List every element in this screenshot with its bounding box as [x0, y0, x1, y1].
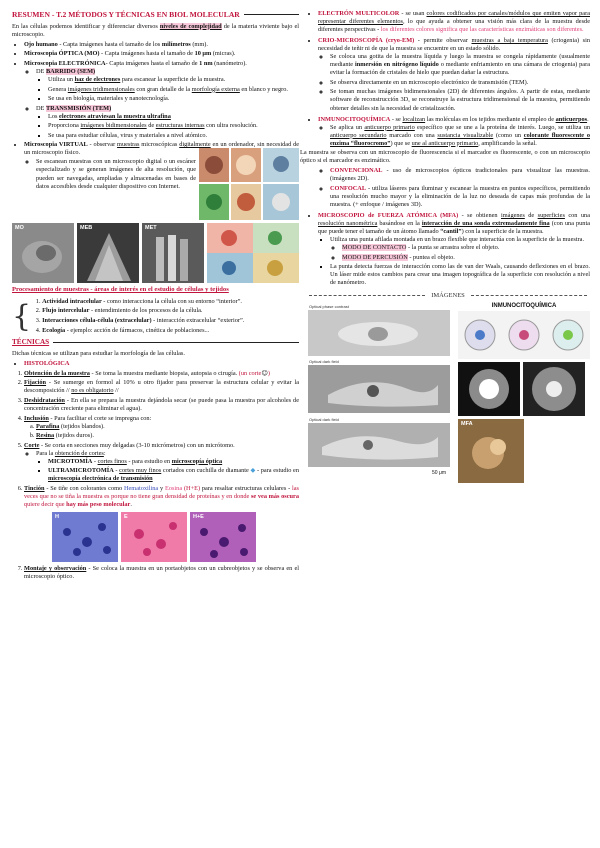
inmuno-modes — [306, 167, 590, 209]
tem-point: ▪ Se usa para estudiar células, virus y materiales a nivel atómico. — [48, 132, 299, 140]
stain-images — [52, 512, 299, 562]
virtual-point: ◦ Se escanean muestras con un microscopio digital o un escáner especializado y se generan imágenes de alta resolución, que pueden ser navegadas, ampliadas y almacenadas en bases de datos accesibles desde cualquier dispositivo con Internet. — [36, 158, 196, 190]
inmuno-image-title: INMUNOCITOQUÍMICA — [491, 302, 557, 309]
tecnicas-intro: Dichas técnicas se utilizan para estudiar la morfología de las células. — [12, 350, 185, 358]
step-5: 5. Corte - Se corta en secciones muy delgadas (3-10 micrómetros) con un micrótomo. ◦ Para la obtención de cortes: ▪ MICROTOMÍA - cortes finos - para estudio en microscopía óptica ▪ ULTRAMICROTOMÍA - cortes muy finos cortados con cuchilla de diamante ◆ - para estudio en microscopía electrónica de transmisión — [24, 442, 299, 484]
histologica-list — [12, 360, 299, 368]
fluorescence-image-2 — [523, 362, 585, 416]
area-item: 4. Ecología - ejemplo: acción de fármacos, cinética de poblaciones... — [42, 327, 244, 335]
cryo-point: ◦ Se toman muchas imágenes bidimensionales (2D) de diferentes ángulos. A partir de estas, mediante software de reconstrucción 3D, se reconstruye la estructura tridimensional de la muestra, permitiendo obtener detalles sin la necesidad de cristalización. — [330, 88, 590, 112]
processing-title-row — [12, 286, 299, 294]
right-column — [300, 10, 590, 483]
virtual-micrograph-collage — [199, 148, 299, 220]
scale-label: 50 μm — [432, 469, 446, 476]
inclusion-resin: b. Resina (tejidos duros). — [36, 432, 299, 440]
caption-dark-2: Optical dark field — [309, 416, 339, 422]
inclusion-paraffin: a. Parafina (tejidos blandos). — [36, 423, 299, 431]
cryo-point: ◦ Se coloca una gotita de la muestra líquida y luego la muestra se congela rápidamente (usualmente mediante inmersión en nitrógeno líquido o mediante enfriamiento en una cámara de criogenia) para evitar la formación de cristales de hielo que puedan dañar la estructura. — [330, 53, 590, 77]
caption-dark-1: Optical dark field — [309, 358, 339, 364]
afm-item: • MICROSCOPIO de FUERZA ATÓMICA (MFA) - se obtienen imágenes de superficies con una resolución nanométrica basándose en la interacción de una sonda extremadamente fina (con una punta que puede tener el tamaño de un átomo llamado “cantil”) con la superficie de la muestra. ▪ Utiliza una punta afilada montada en un brazo flexible que interactúa con la superficie de la muestra. ◦ MODO DE CONTACTO - la punta se arrastra sobre el objeto. ◦ MODO DE PERCUSIÓN - puntea el objeto. ▪ La punta detecta fuerzas de interacción como las de van der Waals, causando deflexiones en el brazo. Un láser mide estos cambios para crear una imagen topográfica de la superficie con resolución a nivel de nanómetro. — [318, 212, 590, 287]
cell-microscopy-panel — [306, 303, 452, 481]
techniques-list-2 — [306, 10, 590, 148]
doc-title: RESUMEN - T.2 MÉTODOS Y TÉCNICAS EN BIOL MOLECULAR — [12, 10, 240, 19]
diamond-icon: ◆ — [250, 467, 256, 475]
intro-paragraph: En las células podemos identificar y diferenciar diversos niveles de complejidad de la materia viviente bajo el microscopio. — [12, 22, 299, 38]
contact-mode: ◦ MODO DE CONTACTO - la punta se arrastra sobre el objeto. — [342, 244, 590, 252]
images-divider — [306, 292, 590, 300]
inmuno-point: ◦ Se aplica un anticuerpo primario específico que se une a la proteína de interés. Luego, se utiliza un anticuerpo secundario marcado con una sustancia visualizable (como un colorante fluorescente o enzima “fluorocromo”) que se une al anticuerpo primario, amplificando la señal. — [330, 124, 590, 148]
doc-title-row — [12, 10, 299, 20]
cryo-point: ◦ Se observa directamente en un microscopio electrónico de transmisión (TEM). — [330, 79, 590, 87]
meb-image: MEB — [77, 223, 139, 283]
eye-item: • Ojo humano - Capta imágenes hasta el tamaño de los milímetros (mm). — [24, 41, 299, 49]
mo-image: MO — [12, 223, 74, 283]
cell-image-3 — [308, 423, 450, 467]
fluorescence-image-1 — [458, 362, 520, 416]
electronic-item: • Microscopia ELECTRÓNICA- Capta imágenes hasta el tamaño de 1 nm (nanómetro). ◦ DE BARRIDO (SEM) ▪ Utiliza un haz de electrones para escanear la superficie de la muestra. ▪ Genera imágenes tridimensionales con gran detalle de la morfología externa en blanco y negro. ▪ Se usa en biología, materiales y nanotecnología. ◦ DE TRANSMISIÓN (TEM) ▪ Los electrones atraviesan la muestra ultrafina ▪ Proporciona imágenes bidimensionales de estructuras internas con ultra resolución. ▪ Se usa para estudiar células, virus y materiales a nivel atómico. — [24, 60, 299, 140]
cell-image-1 — [308, 310, 450, 356]
afm-point: ▪ La punta detecta fuerzas de interacción como las de van der Waals, causando deflexiones en el brazo. Un láser mide estos cambios para crear una imagen topográfica de la superficie con resolución a nivel de nanómetro. — [330, 263, 590, 287]
step-2: 2. Fijación - Se sumerge en formol al 10% u otro fijador para preservar la estructura celular y evitar la descomposición // no es obligatorio // — [24, 379, 299, 395]
histology-steps-cont — [12, 565, 299, 581]
step-6: 6. Tinción - Se tiñe con colorantes como Hematoxilina y Eosina (H+E) para resaltar estructuras celulares - las veces que no se tiña la muestra es porque no tiene gran densidad de proteínas y en donde se vea más oscura quiere decir que hay más peso molecular. — [24, 485, 299, 509]
virtual-item: • Microscopia VIRTUAL - observar muestras microscópicas digitalmente en un ordenador, sin necesidad de un microscopio físico. ◦ Se escanean muestras con un microscopio digital o un escáner especializado y se generan imágenes de alta resolución, que pueden ser navegadas, ampliadas y almacenadas en bases de datos accesibles desde cualquier dispositivo con Internet. — [24, 141, 299, 220]
ultramicrotomy-item: ▪ ULTRAMICROTOMÍA - cortes muy finos cortados con cuchilla de diamante ◆ - para estudio en microscopía electrónica de transmisión — [48, 467, 299, 483]
sem-point: ▪ Utiliza un haz de electrones para escanear la superficie de la muestra. — [48, 76, 299, 84]
areas-list — [32, 298, 244, 336]
tem-point: ▪ Proporciona imágenes bidimensionales de estructuras internas con ultra resolución. — [48, 122, 299, 130]
tecnicas-title: TÉCNICAS — [12, 338, 50, 347]
caption-phase: Optical phase contrast — [309, 303, 349, 309]
images-header: IMÁGENES — [431, 291, 465, 299]
step-1: 1. Obtención de la muestra - Se toma la muestra mediante biopsia, autopsia o cirugía. (un corte☺) — [24, 370, 299, 378]
eosin-image: E — [121, 512, 187, 562]
step-3: 3. Deshidratación - En ella se prepara la muestra dejándola secar (se puede pasa la muestra por alcoholes de concentración creciente para eliminar el agua). — [24, 397, 299, 413]
multicolor-item: • ELECTRÓN MULTICOLOR - se usan colores codificados por canales/módulos que emiten vapor para representar diferentes elementos, lo que ayuda a obtener una visión más clara de la muestra desde diferentes perspectivas - los diferentes colores significa que las características enzimáticas son diferentes. — [318, 10, 590, 34]
convencional-item: ◦ CONVENCIONAL - uso de microscopios ópticos tradicionales para visualizar las muestras. (imágenes 2D). — [330, 167, 590, 183]
histologica-item: • HISTOLÓGICA — [24, 360, 299, 368]
cryo-item: • CRIO-MICROSCOPÍA (cryo-EM) - permite observar muestras a baja temperatura (criogenia) sin necesidad de teñir ni de que la muestra se encuentre en un estado sólido. ◦ Se coloca una gotita de la muestra líquida y luego la muestra se congela rápidamente (usualmente mediante inmersión en nitrógeno líquido o mediante enfriamiento en una cámara de criogenia) para evitar la formación de cristales de hielo que puedan dañar la estructura. ◦ Se observa directamente en un microscopio electrónico de transmisión (TEM). ◦ Se toman muchas imágenes bidimensionales (2D) de diferentes ángulos. A partir de estas, mediante software de reconstrucción 3D, se reconstruye la estructura tridimensional de la muestra, permitiendo obtener detalles sin la necesidad de cristalización. — [318, 37, 590, 112]
histology-steps — [12, 370, 299, 509]
area-item: 2. Flujo intercelular - entendimiento de los procesos de la célula. — [42, 307, 244, 315]
he-image: H+E — [190, 512, 256, 562]
inmuno-image-panel — [458, 303, 590, 484]
tem-item: ◦ DE TRANSMISIÓN (TEM) ▪ Los electrones atraviesan la muestra ultrafina ▪ Proporciona imágenes bidimensionales de estructuras internas con ultra resolución. ▪ Se usa para estudiar células, virus y materiales a nivel atómico. — [36, 105, 299, 140]
area-item: 3. Interacciones célula-célula (extracelular) - interacción extracelular “exterior”. — [42, 317, 244, 325]
microscope-image-row — [12, 223, 299, 283]
met-image: MET — [142, 223, 204, 283]
cell-image-2 — [308, 365, 450, 413]
microscopy-list — [12, 41, 299, 221]
electronic-sublist — [24, 68, 299, 140]
tecnicas-title-row — [12, 338, 299, 347]
images-block — [306, 303, 590, 484]
inmuno-item: • INMUNOCITOQUÍMICA - se localizan las moléculas en los tejidos mediante el empleo de anticuerpos. ◦ Se aplica un anticuerpo primario específico que se une a la proteína de interés. Luego, se utiliza un anticuerpo secundario marcado con una sustancia visualizable (como un colorante fluorescente o enzima “fluorocromo”) que se une al anticuerpo primario, amplificando la señal. — [318, 116, 590, 148]
inmuno-diagram — [458, 311, 590, 359]
sem-point: ▪ Genera imágenes tridimensionales con gran detalle de la morfología externa en blanco y negro. — [48, 86, 299, 94]
tecnicas-rule — [53, 342, 299, 343]
cut-obtention: ◦ Para la obtención de cortes: ▪ MICROTOMÍA - cortes finos - para estudio en microscopía óptica ▪ ULTRAMICROTOMÍA - cortes muy finos cortados con cuchilla de diamante ◆ - para estudio en microscopía electrónica de transmisión — [36, 450, 299, 484]
step-7: 7. Montaje y observación - Se coloca la muestra en un portaobjetos con un cubreobjetos y se observa en el microscopio óptico. — [24, 565, 299, 581]
afm-point: ▪ Utiliza una punta afilada montada en un brazo flexible que interactúa con la superficie de la muestra. ◦ MODO DE CONTACTO - la punta se arrastra sobre el objeto. ◦ MODO DE PERCUSIÓN - puntea el objeto. — [330, 236, 590, 262]
dash-rule — [471, 295, 587, 296]
area-item: 1. Actividad intracelular - como interacciona la célula con su entorno “interior”. — [42, 298, 244, 306]
step-4: 4. Inclusión - Para facilitar el corte se impregna con: a. Parafina (tejidos blandos). b. Resina (tejidos duros). — [24, 415, 299, 441]
smile-icon: ☺ — [261, 369, 268, 377]
optical-item: • Microscopia ÓPTICA (MO) - Capta imágenes hasta el tamaño de 10 μm (micras). — [24, 50, 299, 58]
afm-list — [306, 212, 590, 287]
tem-point: ▪ Los electrones atraviesan la muestra ultrafina — [48, 113, 299, 121]
sem-item: ◦ DE BARRIDO (SEM) ▪ Utiliza un haz de electrones para escanear la superficie de la muestra. ▪ Genera imágenes tridimensionales con gran detalle de la morfología externa en blanco y negro. ▪ Se usa en biología, materiales y nanotecnología. — [36, 68, 299, 103]
percussion-mode: ◦ MODO DE PERCUSIÓN - puntea el objeto. — [342, 254, 590, 262]
title-rule — [244, 14, 299, 15]
processing-title: Procesamiento de muestras - áreas de interés en el estudio de células y tejidos — [12, 286, 229, 294]
areas-block — [12, 298, 299, 336]
inmuno-paragraph: La muestra se observa con un microscopio de fluorescencia si el marcador es fluorescente, o con un microscopio óptico si el marcador es enzimático. — [300, 149, 590, 165]
sem-point: ▪ Se usa en biología, materiales y nanotecnología. — [48, 95, 299, 103]
hematoxylin-image: H — [52, 512, 118, 562]
brace-icon: { — [12, 298, 32, 334]
dash-rule — [309, 295, 425, 296]
microtomy-item: ▪ MICROTOMÍA - cortes finos - para estudio en microscopía óptica — [48, 458, 299, 466]
cell-collage-image — [207, 223, 299, 283]
mfa-image: MFA — [458, 419, 524, 483]
left-column — [12, 10, 299, 583]
confocal-item: ◦ CONFOCAL - utiliza láseres para iluminar y escanear la muestra en puntos específicos, permitiendo una resolución mucho mayor y la eliminación de la luz no deseada de capas más profundas de la muestra. (+ enfoque / imágenes 3D). — [330, 185, 590, 209]
